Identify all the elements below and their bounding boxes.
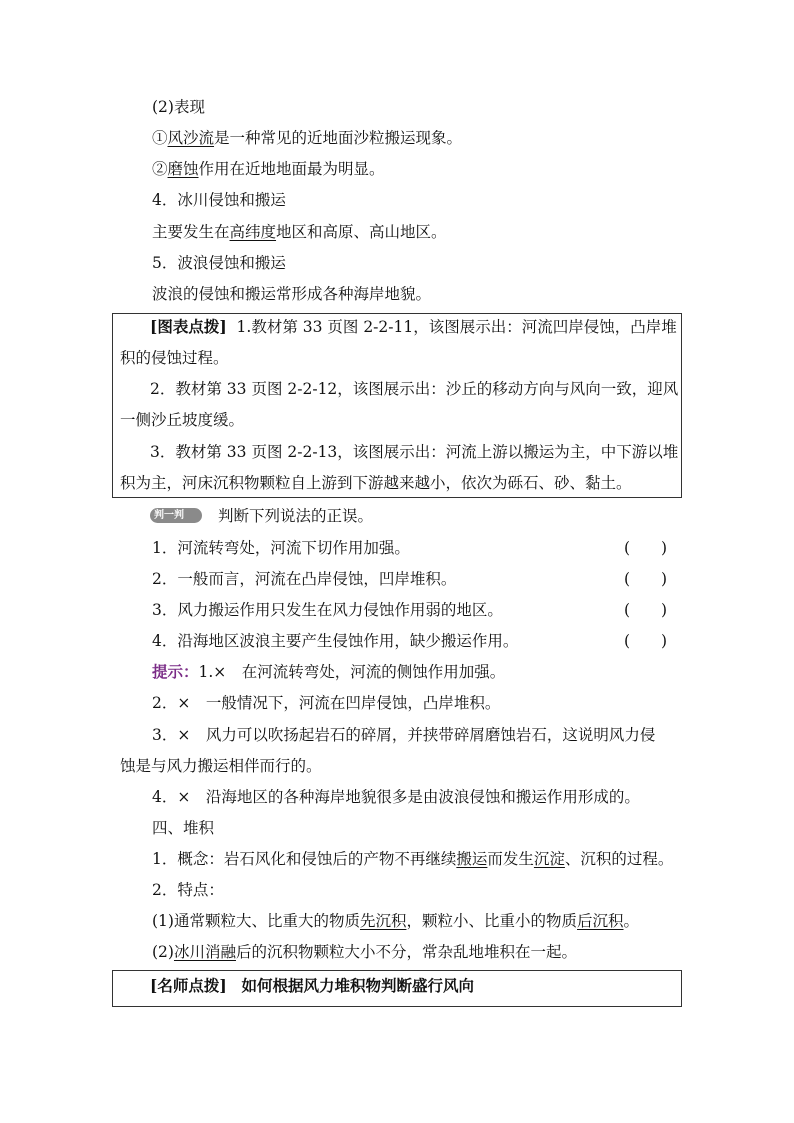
subheading-performance: (2)表现 [152, 98, 205, 116]
answer-blank-4: ( ) [624, 632, 668, 650]
judge-badge: 判一判 [150, 508, 202, 523]
judge-item-4: 4．沿海地区波浪主要产生侵蚀作用，缺少搬运作用。 [152, 632, 519, 650]
paragraph-feature-1: (1)通常颗粒大、比重大的物质先沉积，颗粒小、比重小的物质后沉积。 [152, 912, 640, 930]
paragraph-wave: 波浪的侵蚀和搬运常形成各种海岸地貌。 [152, 285, 432, 303]
chart-tips-label: [图表点拨] [150, 317, 227, 336]
paragraph-feature-2: (2)冰川消融后的沉积物颗粒大小不分，常杂乱地堆积在一起。 [152, 943, 577, 961]
judge-title: 判断下列说法的正误。 [218, 507, 374, 525]
chart-tips-line-3: 2．教材第 33 页图 2-2-12，该图展示出：沙丘的移动方向与风向一致，迎风 [150, 380, 679, 398]
answer-2: 2．× 一般情况下，河流在凹岸侵蚀，凸岸堆积。 [152, 694, 501, 712]
answer-1: 提示：1.× 在河流转弯处，河流的侧蚀作用加强。 [152, 662, 506, 681]
chart-tips-line-6: 积为主，河床沉积物颗粒自上游到下游越来越小，依次为砾石、砂、黏土。 [120, 474, 632, 492]
answer-blank-1: ( ) [624, 539, 668, 557]
chart-tips-line-1: [图表点拨] 1.教材第 33 页图 2-2-11，该图展示出：河流凹岸侵蚀，凸岸堆 [150, 317, 677, 336]
hint-label: 提示： [152, 662, 199, 681]
heading-wave-erosion: 5．波浪侵蚀和搬运 [152, 254, 286, 272]
teacher-tips-text: 如何根据风力堆积物判断盛行风向 [241, 976, 474, 995]
answer-3-line-2: 蚀是与风力搬运相伴而行的。 [120, 757, 322, 775]
answer-3-line-1: 3．× 风力可以吹扬起岩石的碎屑，并挟带碎屑磨蚀岩石，这说明风力侵 [152, 726, 656, 744]
paragraph-concept: 1．概念：岩石风化和侵蚀后的产物不再继续搬运而发生沉淀、沉积的过程。 [152, 850, 674, 868]
teacher-tips-line [150, 976, 474, 996]
chart-tips-box [112, 313, 682, 498]
judge-item-2: 2．一般而言，河流在凸岸侵蚀，凹岸堆积。 [152, 570, 457, 588]
judge-item-1: 1．河流转弯处，河流下切作用加强。 [152, 539, 410, 557]
chart-tips-line-5: 3．教材第 33 页图 2-2-13，该图展示出：河流上游以搬运为主，中下游以堆 [150, 443, 679, 461]
teacher-tips-label: [名师点拨] [150, 976, 227, 995]
chart-tips-line-2: 积的侵蚀过程。 [120, 349, 229, 367]
paragraph-abrasion: ②磨蚀作用在近地地面最为明显。 [152, 160, 385, 178]
section-heading-deposition: 四、堆积 [152, 819, 215, 837]
paragraph-features: 2．特点： [152, 881, 224, 899]
heading-glacier-erosion: 4．冰川侵蚀和搬运 [152, 191, 286, 209]
paragraph-sand-flow: ①风沙流是一种常见的近地面沙粒搬运现象。 [152, 129, 463, 147]
paragraph-glacier: 主要发生在高纬度地区和高原、高山地区。 [152, 223, 447, 241]
answer-blank-3: ( ) [624, 601, 668, 619]
chart-tips-line-4: 一侧沙丘坡度缓。 [120, 411, 245, 429]
judge-item-3: 3．风力搬运作用只发生在风力侵蚀作用弱的地区。 [152, 601, 503, 619]
answer-4: 4．× 沿海地区的各种海岸地貌很多是由波浪侵蚀和搬运作用形成的。 [152, 788, 640, 806]
answer-blank-2: ( ) [624, 570, 668, 588]
